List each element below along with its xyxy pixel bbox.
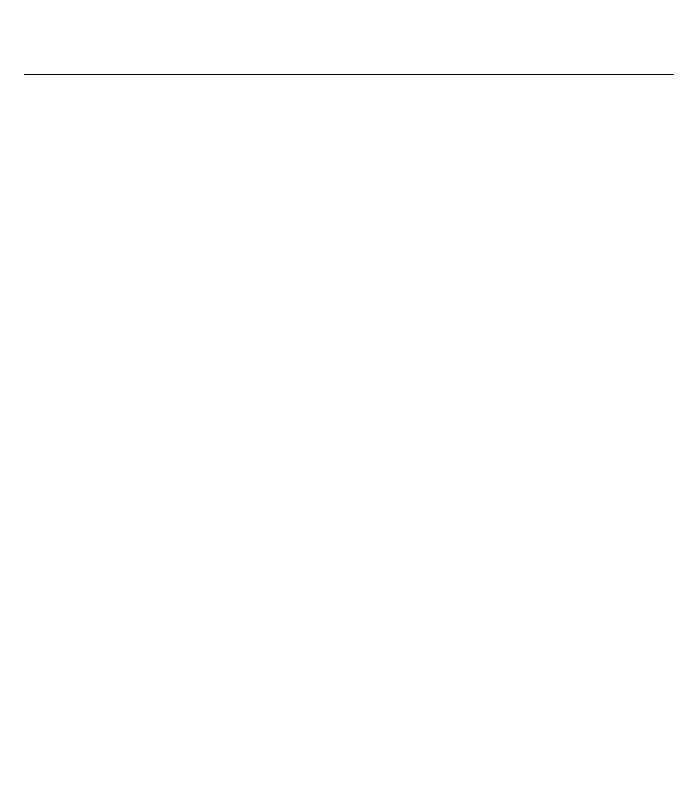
code-row-divider [24, 74, 674, 75]
